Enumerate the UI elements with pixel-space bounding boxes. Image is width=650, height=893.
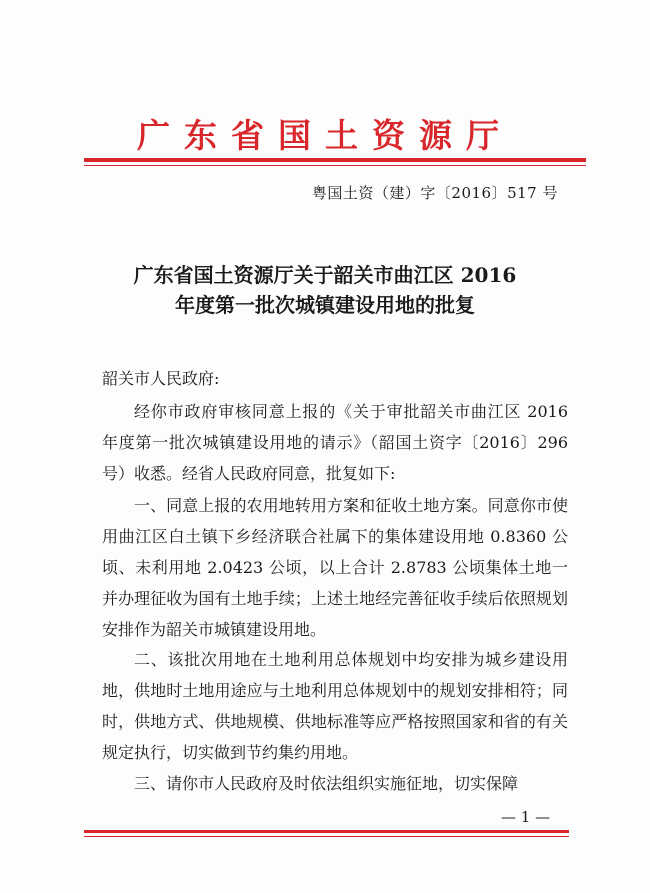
page-number: — 1 — bbox=[497, 808, 554, 826]
salutation: 韶关市人民政府: bbox=[102, 369, 220, 388]
document-title-line-2: 年度第一批次城镇建设用地的批复 bbox=[175, 293, 475, 317]
document-title-line-1: 广东省国土资源厅关于韶关市曲江区 2016 bbox=[133, 263, 517, 287]
footer-rule-thick bbox=[84, 830, 569, 833]
footer-rule-thin bbox=[84, 836, 569, 837]
document-number: 粤国土资（建）字〔2016〕517 号 bbox=[311, 184, 558, 202]
body-paragraph-1: 经你市政府审核同意上报的《关于审批韶关市曲江区 2016 年度第一批次城镇建设用地的请示》（韶国土资字〔2016〕296 号）收悉。经省人民政府同意，批复如下: bbox=[102, 402, 568, 483]
agency-letterhead: 广东省国土资源厅 bbox=[137, 116, 513, 155]
letterhead-rule-thin bbox=[84, 165, 586, 166]
body-paragraph-2: 一、同意上报的农用地转用方案和征收土地方案。同意你市使用曲江区白土镇下乡经济联合社属下的集体建设用地 0.8360 公顷、未利用地 2.0423 公顷，以上合计 2.8783 公顷集体土地一并办理征收为国有土地手续；上述土地经完善征收手续后依照规划安排作为韶关市城镇建设用地。 bbox=[102, 496, 568, 639]
body-paragraph-4: 三、请你市人民政府及时依法组织实施征地，切实保障 bbox=[134, 774, 519, 793]
body-paragraph-3: 二、该批次用地在土地利用总体规划中均安排为城乡建设用地，供地时土地用途应与土地利用总体规划中的规划安排相符；同时，供地方式、供地规模、供地标准等应严格按照国家和省的有关规定执行，切实做到节约集约用地。 bbox=[102, 650, 568, 762]
letterhead-rule-thick bbox=[84, 158, 586, 162]
document-title bbox=[90, 260, 560, 320]
